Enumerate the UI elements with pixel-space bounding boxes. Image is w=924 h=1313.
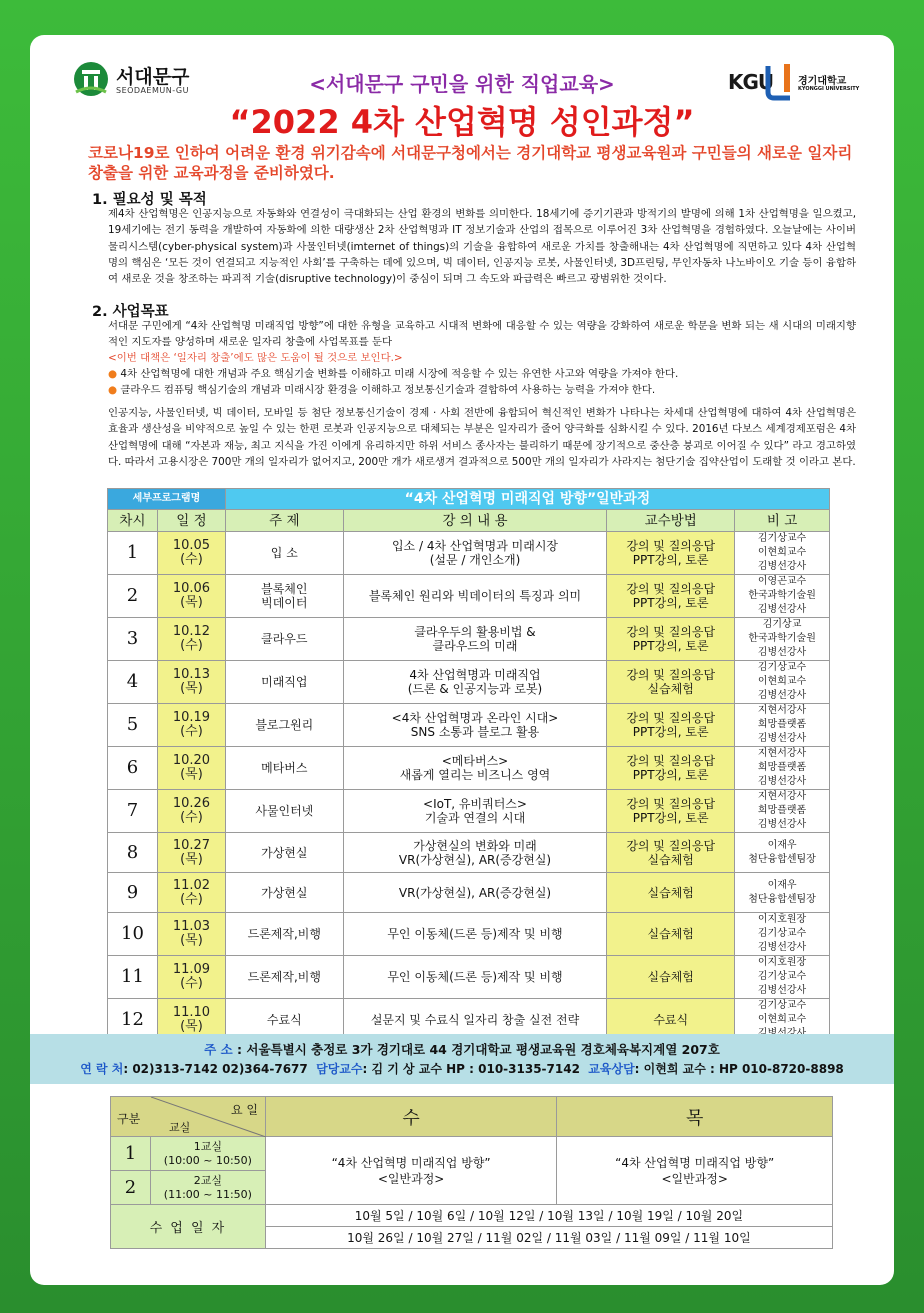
- instructor-note-line: 지현서강사: [757, 705, 807, 716]
- schedule-row: [108, 747, 830, 790]
- teaching-method-line: PPT강의, 토론: [632, 553, 709, 567]
- session-topic-line: 수료식: [266, 1013, 302, 1027]
- session-content-line: VR(가상현실), AR(증강현실): [398, 885, 552, 900]
- instructor-note-line: 희망플랫폼: [757, 805, 807, 816]
- section-1-body: 제4차 산업혁명은 인공지능으로 자동화와 연결성이 극대화되는 산업 환경의 변화를 의미한다. 18세기에 증기기관과 방적기의 발명에 의해 1차 산업혁명을 일으켰고, 19세기에는 전기 동력을 개발하여 자동화에 의한 대량생산 2차 산업혁명과 IT 정보기술과 산업의 접목으로 이루어진 3차 산업혁명을 경험하였다. 오늘날에는 사이버 물리시스템(cyber-physical system)과 사물인터넷(imternet of things)의 기술을 융합하여 새로운 가치를 창출해내는 4차 산업혁명에 직면하고 있다 4차 산업혁명의 핵심은 ‘모든 것이 연결되고 지능적인 사회’를 구축하는 데에 있으며, 빅 데이터, 인공지능 로봇, 사물인터넷, 3D프린팅, 무인자동차 나노바이오 기술 등이 융합하여 새로운 것을 창조하는 파괴적 기술(disruptive technology)이 중심이 되며 그 속도와 파급력은 빠르고 광범위한 것이다.: [108, 208, 856, 286]
- session-number-line: 8: [126, 841, 139, 863]
- session-topic-line: 드론제작,비행: [247, 927, 321, 941]
- program-banner: [108, 489, 830, 510]
- instructor-note-line: 김기상교수: [757, 1000, 807, 1011]
- session-content-line: 가상현실의 변화와 미래: [413, 838, 537, 853]
- period-room: [150, 1137, 265, 1171]
- session-topic-line: 사물인터넷: [255, 804, 314, 818]
- teaching-method: [607, 913, 735, 956]
- instructor-note-line: 김병선강사: [757, 819, 807, 830]
- session-number: [108, 790, 158, 833]
- column-header: 교수방법: [607, 510, 735, 532]
- teaching-method-line: 실습체험: [647, 852, 694, 867]
- instructor-note: [735, 913, 830, 956]
- address-bar: [30, 1034, 894, 1084]
- session-content-line: 설문지 및 수료식 일자리 창출 실전 전략: [370, 1013, 580, 1027]
- instructor-note-line: 이현희교수: [757, 547, 807, 558]
- instructor-note-line: 이지호원장: [757, 957, 807, 968]
- session-date-line: 10.26: [172, 796, 211, 811]
- session-topic: [225, 575, 343, 618]
- session-content-line: (드론 & 인공지능과 로봇): [407, 682, 543, 696]
- session-number: [108, 833, 158, 873]
- instructor-note-line: 이지호원장: [757, 914, 807, 925]
- session-date-line: 11.03: [172, 919, 211, 934]
- teaching-method-line: 강의 및 질의응답: [626, 754, 716, 768]
- course-type: <일반과정>: [377, 1171, 445, 1186]
- schedule-row: [108, 956, 830, 999]
- instructor-note-line: 김병선강사: [757, 690, 807, 701]
- session-topic-line: 미래직업: [261, 675, 308, 689]
- session-topic-line: 빅데이터: [261, 596, 308, 610]
- session-date: [157, 913, 225, 956]
- instructor-note-line: 이영곤교수: [757, 576, 807, 587]
- room-name: 2교실: [193, 1173, 223, 1187]
- wednesday-header: 수: [265, 1097, 557, 1137]
- teaching-method-line: 강의 및 질의응답: [626, 797, 716, 811]
- session-number-line: 7: [126, 800, 139, 821]
- bullet-icon: ●: [108, 368, 121, 380]
- university-name-english: KYONGGI UNIVERSITY: [798, 86, 860, 92]
- section-2-highlight: <이번 대책은 ‘일자리 창출’에도 많은 도움이 될 것으로 보인다.>: [108, 352, 403, 364]
- room-label: 교실: [169, 1121, 191, 1134]
- session-content-line: <IoT, 유비쿼터스>: [423, 797, 527, 811]
- teaching-method-line: 강의 및 질의응답: [626, 711, 716, 725]
- session-number-line: 10: [121, 923, 144, 944]
- session-topic: [225, 913, 343, 956]
- program-label: 세부프로그램명: [108, 489, 226, 510]
- teaching-method: [607, 661, 735, 704]
- session-content: [343, 747, 607, 790]
- schedule-row: [108, 704, 830, 747]
- session-topic: [225, 956, 343, 999]
- schedule-row: [108, 873, 830, 913]
- university-name-korean: 경기대학교: [798, 76, 847, 87]
- session-topic: [225, 833, 343, 873]
- teaching-method: [607, 704, 735, 747]
- instructor-note-line: 지현서강사: [757, 791, 807, 802]
- session-content-line: <메타버스>: [441, 754, 509, 768]
- gubun-label: 구분: [117, 1112, 141, 1126]
- column-header: 강 의 내 용: [343, 510, 607, 532]
- session-date-line: (목): [180, 595, 203, 610]
- session-date-line: 10.06: [172, 581, 211, 596]
- teaching-method-line: 강의 및 질의응답: [626, 838, 716, 853]
- teaching-method-line: 실습체험: [647, 682, 694, 696]
- instructor-note-line: 첨단융합센팀장: [748, 893, 816, 905]
- session-topic-line: 메타버스: [261, 761, 308, 775]
- column-header: 비 고: [735, 510, 830, 532]
- session-date: [157, 747, 225, 790]
- instructor-note-line: 김병선강사: [757, 604, 807, 615]
- teaching-method: [607, 532, 735, 575]
- kgu-wordmark: KGU: [728, 70, 774, 94]
- session-number: [108, 575, 158, 618]
- schedule-row: [108, 575, 830, 618]
- instructor-note: [735, 833, 830, 873]
- column-header: 주 제: [225, 510, 343, 532]
- instructor-note-line: 김기상교수: [757, 928, 807, 939]
- session-date-line: 11.09: [172, 962, 211, 977]
- teaching-method-line: 강의 및 질의응답: [626, 582, 716, 596]
- wednesday-course: [265, 1137, 557, 1205]
- session-date-line: (목): [180, 1019, 203, 1034]
- address-text: : 서울특별시 충정로 3가 경기대로 44 경기대학교 평생교육원 경호체육복지계열 207호: [237, 1042, 720, 1057]
- manager-label: 담당교수: [316, 1062, 363, 1076]
- teaching-method-line: 실습체험: [647, 927, 694, 941]
- instructor-note: [735, 618, 830, 661]
- schedule-row: [108, 532, 830, 575]
- room-name: 1교실: [193, 1139, 223, 1153]
- teaching-method: [607, 618, 735, 661]
- schedule-row: [108, 790, 830, 833]
- schedule-table: [107, 488, 830, 1042]
- schedule-row: [108, 661, 830, 704]
- instructor-note-line: 첨단융합센팀장: [748, 853, 816, 865]
- consult-value: : 이현희 교수 : HP 010-8720-8898: [634, 1062, 844, 1076]
- session-date-line: (목): [180, 933, 203, 948]
- session-topic-line: 가상현실: [261, 885, 308, 900]
- teaching-method: [607, 747, 735, 790]
- session-content: [343, 913, 607, 956]
- session-date-line: (수): [180, 810, 203, 825]
- schedule-header-row: [108, 510, 830, 532]
- instructor-note-line: 희망플랫폼: [757, 762, 807, 773]
- bullet-text: 4차 산업혁명에 대한 개념과 주요 핵심기술 변화를 이해하고 미래 시장에 적응할 수 있는 유연한 사고와 역량을 가져야 한다.: [120, 368, 679, 380]
- session-date-line: (수): [180, 638, 203, 653]
- instructor-note-line: 김기상교수: [757, 533, 807, 544]
- instructor-note-line: 김기상교수: [757, 971, 807, 982]
- teaching-method: [607, 956, 735, 999]
- teaching-method-line: 수료식: [653, 1013, 689, 1027]
- session-content-line: 새롭게 열리는 비즈니스 영역: [399, 768, 551, 782]
- session-topic: [225, 747, 343, 790]
- subtitle: <서대문구 구민을 위한 직업교육>: [309, 72, 615, 96]
- teaching-method: [607, 873, 735, 913]
- manager-value: : 김 기 상 교수 HP : 010-3135-7142: [362, 1062, 580, 1076]
- bullet-item: [108, 366, 678, 382]
- program-name: “4차 산업혁명 미래직업 방향”일반과정: [225, 489, 829, 510]
- session-content-line: (설문 / 개인소개): [429, 553, 521, 567]
- class-dates-row-1: 10월 5일 / 10월 6일 / 10월 12일 / 10월 13일 / 10월 19일 / 10월 20일: [265, 1205, 832, 1227]
- session-content: [343, 661, 607, 704]
- org-name-english: SEODAEMUN-GU: [116, 86, 189, 95]
- instructor-note-line: 이재우: [767, 839, 797, 851]
- teaching-method-line: 강의 및 질의응답: [626, 668, 716, 682]
- session-number-line: 2: [126, 585, 139, 606]
- period-number: 2: [111, 1171, 151, 1205]
- session-content-line: 기술과 연결의 시대: [424, 811, 526, 825]
- period-number: 1: [111, 1137, 151, 1171]
- address-line: [30, 1040, 894, 1058]
- session-topic-line: 클라우드: [261, 632, 308, 646]
- session-date-line: 10.12: [172, 624, 211, 639]
- section-1-heading: 1. 필요성 및 목적: [92, 192, 207, 208]
- session-number: [108, 873, 158, 913]
- teaching-method-line: 실습체험: [647, 885, 694, 900]
- class-dates-label: 수 업 일 자: [111, 1205, 266, 1249]
- session-number: [108, 661, 158, 704]
- day-label: 요 일: [231, 1103, 258, 1117]
- session-number: [108, 532, 158, 575]
- session-content-line: <4차 산업혁명과 온라인 시대>: [391, 711, 559, 725]
- bullet-icon: ●: [108, 384, 121, 396]
- teaching-method-line: 강의 및 질의응답: [626, 625, 716, 639]
- contact-line: [30, 1060, 894, 1077]
- session-content: [343, 956, 607, 999]
- teaching-method: [607, 790, 735, 833]
- session-number-line: 9: [126, 881, 139, 903]
- session-content: [343, 532, 607, 575]
- instructor-note-line: 한국과학기술원: [748, 590, 816, 601]
- course-title: “4차 산업혁명 미래직업 방향”: [331, 1155, 491, 1170]
- session-content-line: 클라우드의 미래: [432, 639, 518, 653]
- session-content-line: 입소 / 4차 산업혁명과 미래시장: [391, 539, 559, 553]
- session-date-line: 10.19: [172, 710, 211, 725]
- session-content: [343, 704, 607, 747]
- session-date-line: (수): [180, 552, 203, 567]
- teaching-method-line: 실습체험: [647, 970, 694, 984]
- class-dates-row-2: 10월 26일 / 10월 27일 / 11월 02일 / 11월 03일 / 11월 09일 / 11월 10일: [265, 1227, 832, 1249]
- timetable-corner: [111, 1097, 266, 1137]
- session-number: [108, 956, 158, 999]
- contact-value: : 02)313-7142 02)364-7677: [123, 1062, 308, 1076]
- session-topic: [225, 790, 343, 833]
- session-date: [157, 873, 225, 913]
- session-date: [157, 575, 225, 618]
- session-topic: [225, 661, 343, 704]
- instructor-note-line: 김병선강사: [757, 733, 807, 744]
- schedule-body: [108, 532, 830, 1042]
- session-date: [157, 532, 225, 575]
- session-topic-line: 가상현실: [261, 845, 308, 860]
- thursday-course: [557, 1137, 833, 1205]
- section-2-body: 서대문 구민에게 “4차 산업혁명 미래직업 방향”에 대한 유형을 교육하고 시대적 변화에 대응할 수 있는 역량을 강화하여 새로운 학문을 변화 되는 새 시대의 미래지향적인 지도자를 양성하며 새로운 일자리 창출에 사업목표를 둔다: [108, 320, 856, 349]
- instructor-note-line: 이재우: [767, 879, 797, 891]
- instructor-note: [735, 704, 830, 747]
- session-topic: [225, 532, 343, 575]
- session-number-line: 5: [126, 714, 139, 735]
- session-number-line: 1: [126, 542, 139, 563]
- instructor-note: [735, 873, 830, 913]
- session-date: [157, 790, 225, 833]
- session-topic: [225, 618, 343, 661]
- session-topic-line: 입 소: [270, 546, 298, 560]
- session-number: [108, 913, 158, 956]
- session-topic-line: 블로그원리: [255, 718, 314, 732]
- session-number-line: 12: [121, 1009, 144, 1030]
- session-content: [343, 575, 607, 618]
- session-content-line: VR(가상현실), AR(증강현실): [398, 852, 552, 867]
- session-content-line: SNS 소통과 블로그 활용: [410, 725, 540, 739]
- instructor-note: [735, 747, 830, 790]
- session-date-line: (목): [180, 851, 203, 867]
- session-date: [157, 618, 225, 661]
- session-content: [343, 873, 607, 913]
- instructor-note-line: 이현희교수: [757, 1014, 807, 1025]
- timetable: [110, 1096, 833, 1249]
- bullet-item: [108, 382, 655, 398]
- instructor-note: [735, 956, 830, 999]
- session-content: [343, 618, 607, 661]
- instructor-note-line: 김병선강사: [757, 985, 807, 996]
- instructor-note-line: 김기상교: [762, 619, 802, 630]
- course-type: <일반과정>: [661, 1171, 728, 1186]
- period-room: [150, 1171, 265, 1205]
- intro-text: 코로나19로 인하여 어려운 환경 위기감속에 서대문구청에서는 경기대학교 평생교육원과 구민들의 새로운 일자리 창출을 위한 교육과정을 준비하였다.: [88, 144, 853, 182]
- teaching-method-line: 강의 및 질의응답: [626, 539, 716, 553]
- instructor-note: [735, 575, 830, 618]
- instructor-note-line: 김병선강사: [757, 561, 807, 572]
- session-date-line: 11.02: [172, 877, 211, 893]
- teaching-method: [607, 833, 735, 873]
- session-date: [157, 704, 225, 747]
- section-2-heading: 2. 사업목표: [92, 304, 169, 320]
- session-topic: [225, 704, 343, 747]
- section-2-body-2: 인공지능, 사물인터넷, 빅 데이터, 모바일 등 첨단 정보통신기술이 경제 · 사회 전반에 융합되어 혁신적인 변화가 나타나는 차세대 산업혁명에 대하여 4차 산업혁명은 효율과 생산성을 비약적으로 높일 수 있는 한편 로봇과 인공지능으로 대체되는 부분은 일자리가 줄어 양극화를 심화시킬 수 있다. 2016년 다보스 세계경제포럼은 4차 산업혁명에 대해 “자본과 재능, 최고 지식을 가진 이에게 유리하지만 하위 서비스 종사자는 불리하기 때문에 장기적으로 중산층 붕괴로 이어질 수 있다” 라고 경고하였다. 따라서 고용시장은 700만 개의 일자리가 없어지고, 200만 개가 새로생겨 결과적으로 500만 개의 일자리가 사라지는 첨단기술 집약산업이 도래할 것 이라고 본다.: [108, 407, 856, 468]
- session-date-line: 10.20: [172, 753, 211, 768]
- session-number-line: 6: [126, 757, 139, 778]
- thursday-header: 목: [557, 1097, 833, 1137]
- session-date: [157, 833, 225, 873]
- session-date-line: 11.10: [172, 1005, 211, 1020]
- session-content-line: 클라우두의 활용비법 &: [414, 625, 536, 639]
- instructor-note-line: 지현서강사: [757, 748, 807, 759]
- session-date-line: 10.05: [172, 538, 211, 553]
- session-date: [157, 956, 225, 999]
- instructor-note-line: 김병선강사: [757, 776, 807, 787]
- teaching-method-line: PPT강의, 토론: [632, 596, 709, 610]
- contact-label: 연 락 처: [80, 1062, 124, 1076]
- session-content: [343, 833, 607, 873]
- instructor-note-line: 김기상교수: [757, 662, 807, 673]
- instructor-note-line: 이현희교수: [757, 676, 807, 687]
- session-content: [343, 790, 607, 833]
- instructor-note-line: 희망플랫폼: [757, 719, 807, 730]
- session-topic: [225, 873, 343, 913]
- teaching-method-line: PPT강의, 토론: [632, 811, 709, 825]
- session-date-line: (수): [180, 724, 203, 739]
- session-number: [108, 618, 158, 661]
- instructor-note-line: 김병선강사: [757, 647, 807, 658]
- instructor-note-line: 김병선강사: [757, 942, 807, 953]
- schedule-row: [108, 833, 830, 873]
- instructor-note: [735, 532, 830, 575]
- instructor-note-line: 한국과학기술원: [748, 633, 816, 644]
- page-title: “2022 4차 산업혁명 성인과정”: [229, 103, 695, 141]
- session-topic-line: 드론제작,비행: [247, 970, 321, 984]
- teaching-method-line: PPT강의, 토론: [632, 768, 709, 782]
- session-date-line: (목): [180, 681, 203, 696]
- session-number: [108, 747, 158, 790]
- session-date-line: (수): [180, 891, 203, 907]
- room-time: (10:00 ~ 10:50): [163, 1153, 252, 1167]
- session-date-line: 10.13: [172, 667, 211, 682]
- course-title: “4차 산업혁명 미래직업 방향”: [615, 1155, 775, 1170]
- teaching-method-line: PPT강의, 토론: [632, 639, 709, 653]
- session-number-line: 4: [126, 671, 139, 692]
- session-number-line: 3: [126, 628, 139, 649]
- session-content-line: 무인 이동체(드론 등)제작 및 비행: [387, 970, 563, 984]
- address-label: 주 소: [204, 1042, 233, 1057]
- instructor-note: [735, 661, 830, 704]
- consult-label: 교육상담: [588, 1062, 635, 1076]
- session-date-line: (목): [180, 767, 203, 782]
- session-number: [108, 704, 158, 747]
- session-content-line: 4차 산업혁명과 미래직업: [409, 668, 541, 682]
- room-time: (11:00 ~ 11:50): [163, 1187, 252, 1201]
- session-topic-line: 블록체인: [261, 582, 308, 596]
- session-date-line: 10.27: [172, 837, 211, 853]
- session-date-line: (수): [180, 976, 203, 991]
- schedule-row: [108, 618, 830, 661]
- session-content-line: 블록체인 원리와 빅데이터의 특징과 의미: [368, 589, 582, 603]
- session-content-line: 무인 이동체(드론 등)제작 및 비행: [387, 927, 563, 941]
- bullet-text: 클라우드 컴퓨팅 핵심기술의 개념과 미래시장 환경을 이해하고 정보통신기술과 결합하여 사용하는 능력을 가져야 한다.: [120, 384, 656, 396]
- column-header: 차시: [108, 510, 158, 532]
- instructor-note: [735, 790, 830, 833]
- session-number-line: 11: [121, 966, 144, 987]
- schedule-row: [108, 913, 830, 956]
- teaching-method: [607, 575, 735, 618]
- session-date: [157, 661, 225, 704]
- teaching-method-line: PPT강의, 토론: [632, 725, 709, 739]
- column-header: 일 정: [157, 510, 225, 532]
- org-name-korean: 서대문구: [116, 66, 190, 88]
